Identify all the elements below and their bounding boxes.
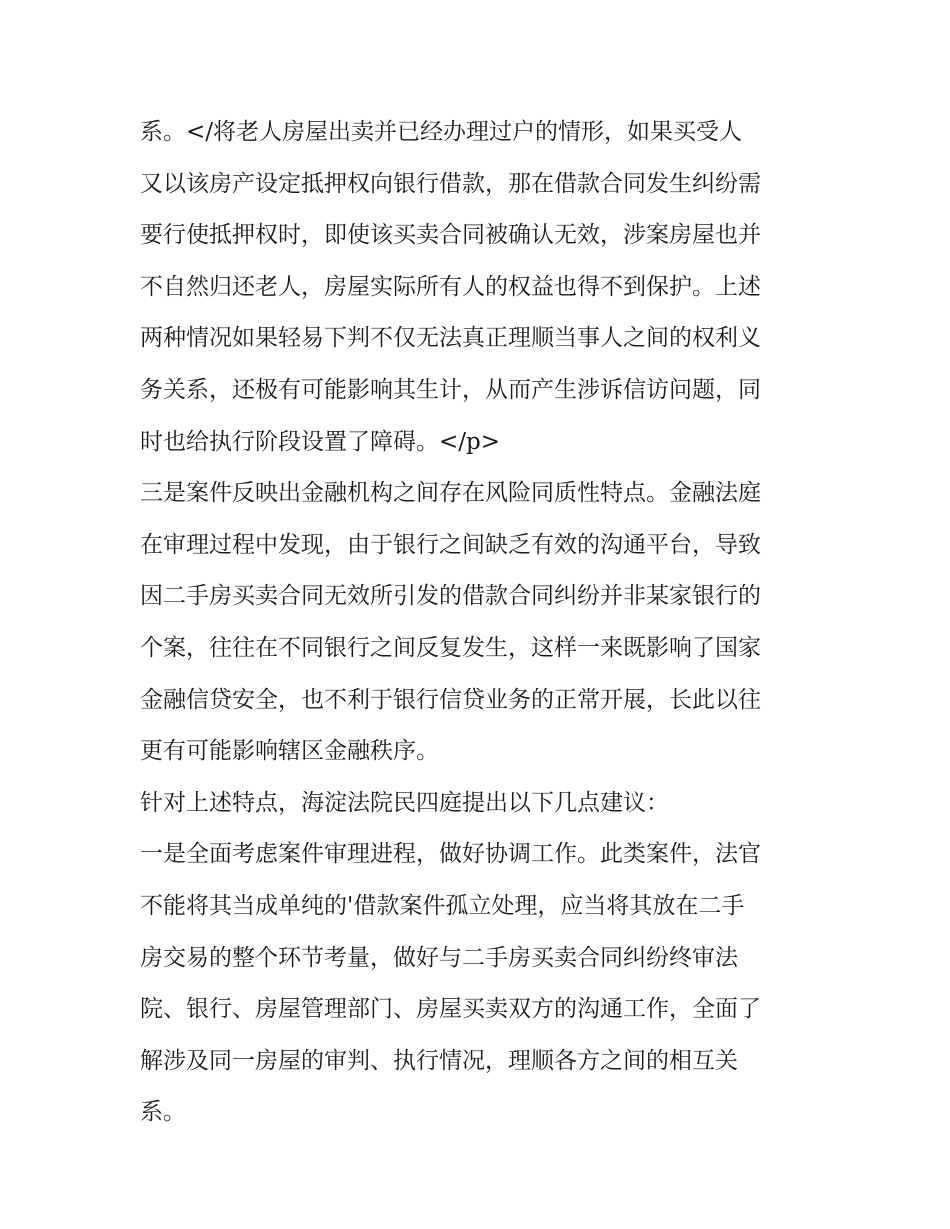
text-line: 两种情况如果轻易下判不仅无法真正理顺当事人之间的权利义 — [140, 325, 761, 352]
text-line: 不自然归还老人，房屋实际所有人的权益也得不到保护。上述 — [140, 273, 761, 300]
text-line: 房交易的整个环节考量，做好与二手房买卖合同纠纷终审法 — [140, 944, 738, 971]
text-line: 金融信贷安全，也不利于银行信贷业务的正常开展，长此以往 — [140, 686, 761, 713]
text-line: 系。 — [140, 1099, 186, 1126]
text-line: 在审理过程中发现，由于银行之间缺乏有效的沟通平台，导致 — [140, 531, 761, 558]
text-line: 针对上述特点，海淀法院民四庭提出以下几点建议： — [140, 789, 669, 816]
text-line: 时也给执行阶段设置了障碍。</p> — [140, 428, 501, 455]
text-line: 解涉及同一房屋的审判、执行情况，理顺各方之间的相互关 — [140, 1047, 738, 1074]
text-line: 院、银行、房屋管理部门、房屋买卖双方的沟通工作，全面了 — [140, 996, 761, 1023]
text-line: 务关系，还极有可能影响其生计，从而产生涉诉信访问题，同 — [140, 376, 761, 403]
text-line: 又以该房产设定抵押权向银行借款，那在借款合同发生纠纷需 — [140, 170, 761, 197]
text-line: 系。</将老人房屋出卖并已经办理过户的情形，如果买受人 — [140, 119, 743, 145]
body-text — [140, 107, 820, 1139]
text-line: 不能将其当成单纯的'借款案件孤立处理，应当将其放在二手 — [140, 892, 745, 919]
text-line: 要行使抵押权时，即使该买卖合同被确认无效，涉案房屋也并 — [140, 222, 761, 249]
text-line: 三是案件反映出金融机构之间存在风险同质性特点。金融法庭 — [140, 480, 761, 507]
text-line: 因二手房买卖合同无效所引发的借款合同纠纷并非某家银行的 — [140, 583, 761, 610]
text-line: 更有可能影响辖区金融秩序。 — [140, 738, 439, 765]
text-line: 个案，往往在不同银行之间反复发生，这样一来既影响了国家 — [140, 634, 761, 661]
text-line: 一是全面考虑案件审理进程，做好协调工作。此类案件，法官 — [140, 841, 761, 868]
